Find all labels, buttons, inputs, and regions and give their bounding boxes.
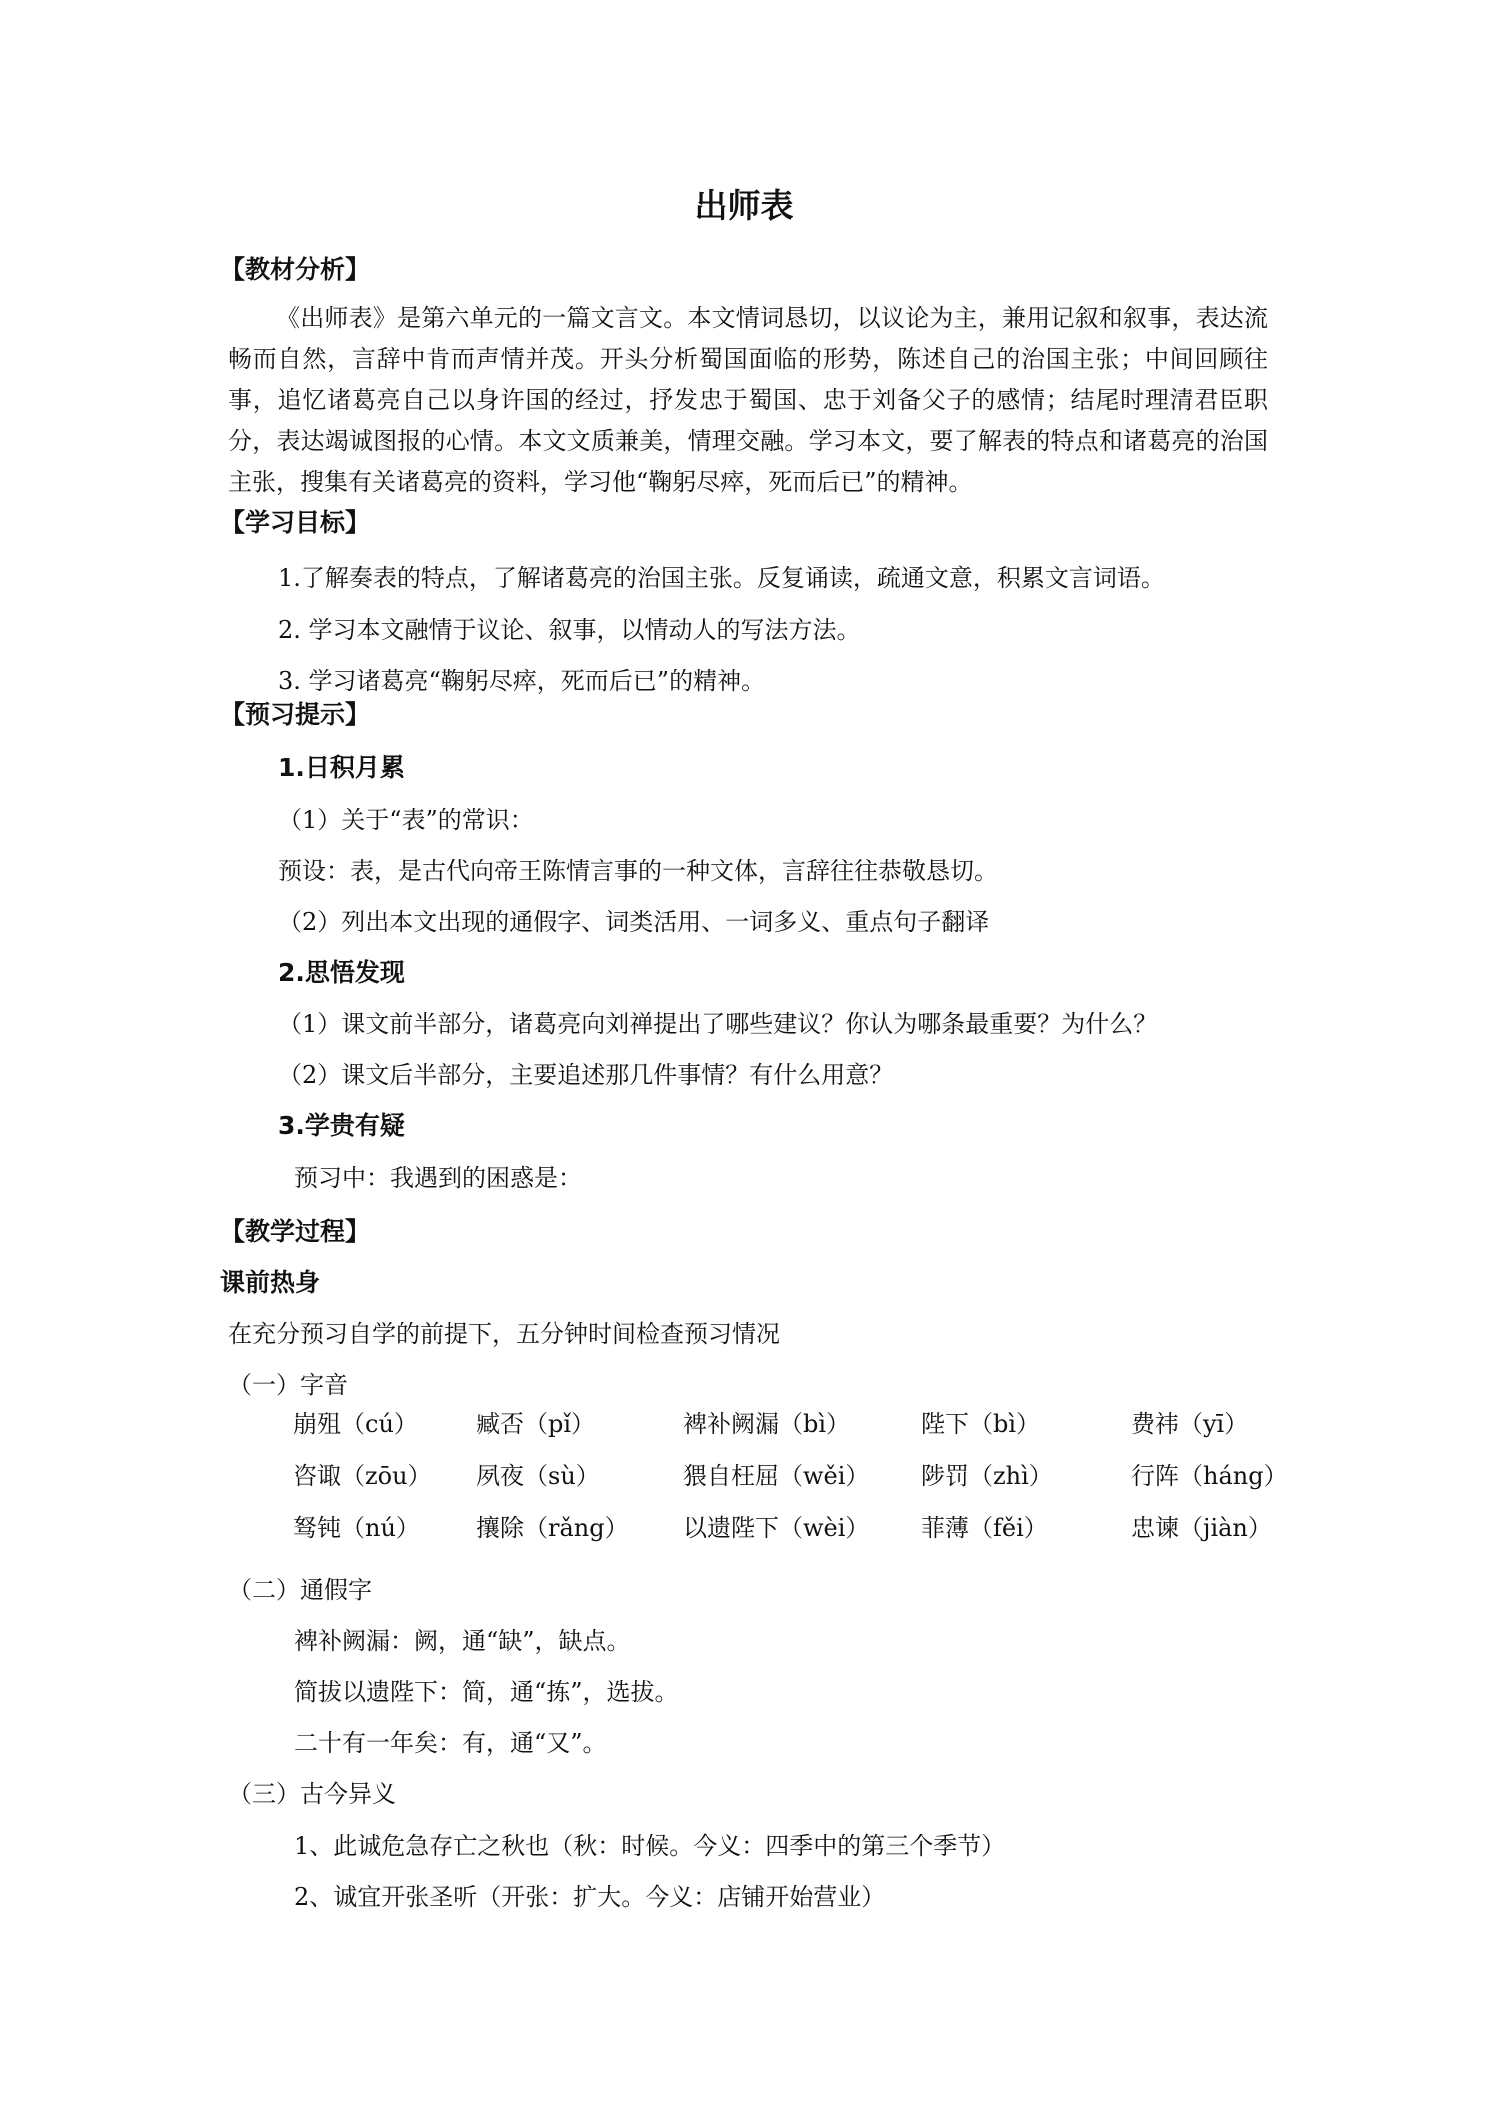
pronunciation-item: 裨补阙漏（bì） [683,1410,851,1438]
goal-item: 1.了解奏表的特点，了解诸葛亮的治国主张。反复诵读，疏通文意，积累文言词语。 [278,564,1165,592]
section-heading-analysis: 【教材分析】 [220,255,371,284]
part-heading: （二）通假字 [228,1576,372,1604]
page-title: 出师表 [694,186,794,225]
preview-answer: 预设：表，是古代向帝王陈情言事的一种文体，言辞往往恭敬恳切。 [278,857,998,885]
pronunciation-row [293,1508,1293,1560]
tongjia-item: 二十有一年矣：有，通“又”。 [294,1729,607,1757]
preview-text: 预习中：我遇到的困惑是： [294,1164,582,1192]
pronunciation-item: 陛下（bì） [921,1410,1041,1438]
warmup-heading: 课前热身 [220,1268,321,1297]
pronunciation-item: 陟罚（zhì） [921,1462,1053,1490]
tongjia-item: 简拔以遗陛下：简，通“拣”，选拔。 [294,1678,679,1706]
pronunciation-item: 行阵（háng） [1131,1462,1288,1490]
pronunciation-grid [293,1404,1293,1560]
goal-item: 3. 学习诸葛亮“鞠躬尽瘁，死而后已”的精神。 [278,667,766,695]
section-heading-preview: 【预习提示】 [220,700,371,729]
pronunciation-row [293,1404,1293,1456]
pronunciation-item: 忠谏（jiàn） [1131,1514,1272,1542]
part-heading: （三）古今异义 [228,1780,396,1808]
part-heading: （一）字音 [228,1371,348,1399]
pronunciation-item: 费祎（yī） [1131,1410,1249,1438]
gujin-item: 1、此诚危急存亡之秋也（秋：时候。今义：四季中的第三个季节） [294,1832,1006,1860]
preview-question: （1）课文前半部分，诸葛亮向刘禅提出了哪些建议？你认为哪条最重要？为什么？ [278,1010,1158,1038]
preview-question: （2）列出本文出现的通假字、词类活用、一词多义、重点句子翻译 [278,908,990,936]
preview-subheading: 3.学贵有疑 [278,1111,405,1140]
tongjia-item: 裨补阙漏：阙，通“缺”，缺点。 [294,1627,631,1655]
goal-item: 2. 学习本文融情于议论、叙事，以情动人的写法方法。 [278,616,861,644]
analysis-paragraph: 《出师表》是第六单元的一篇文言文。本文情词恳切，以议论为主，兼用记叙和叙事，表达流畅而自然，言辞中肯而声情并茂。开头分析蜀国面临的形势，陈述自己的治国主张；中间回顾往事，追忆诸葛亮自己以身许国的经过，抒发忠于蜀国、忠于刘备父子的感情；结尾时理清君臣职分，表达竭诚图报的心情。本文文质兼美，情理交融。学习本文，要了解表的特点和诸葛亮的治国主张，搜集有关诸葛亮的资料，学习他“鞠躬尽瘁，死而后已”的精神。 [228,304,1268,496]
pronunciation-item: 菲薄（fěi） [921,1514,1048,1542]
pronunciation-item: 猥自枉屈（wěi） [683,1462,870,1490]
section-heading-process: 【教学过程】 [220,1217,371,1246]
warmup-intro: 在充分预习自学的前提下，五分钟时间检查预习情况 [228,1320,780,1348]
pronunciation-item: 臧否（pǐ） [476,1410,596,1438]
pronunciation-item: 崩殂（cú） [293,1410,418,1438]
pronunciation-item: 以遗陛下（wèi） [683,1514,870,1542]
gujin-item: 2、诚宜开张圣听（开张：扩大。今义：店铺开始营业） [294,1883,886,1911]
pronunciation-item: 咨诹（zōu） [293,1462,432,1490]
preview-question: （1）关于“表”的常识： [278,806,534,834]
section-heading-goals: 【学习目标】 [220,508,371,537]
pronunciation-row [293,1456,1293,1508]
preview-question: （2）课文后半部分，主要追述那几件事情？有什么用意？ [278,1061,894,1089]
pronunciation-item: 攘除（rǎng） [476,1514,629,1542]
pronunciation-item: 驽钝（nú） [293,1514,420,1542]
preview-subheading: 1.日积月累 [278,753,405,782]
pronunciation-item: 夙夜（sù） [476,1462,600,1490]
preview-subheading: 2.思悟发现 [278,958,405,987]
